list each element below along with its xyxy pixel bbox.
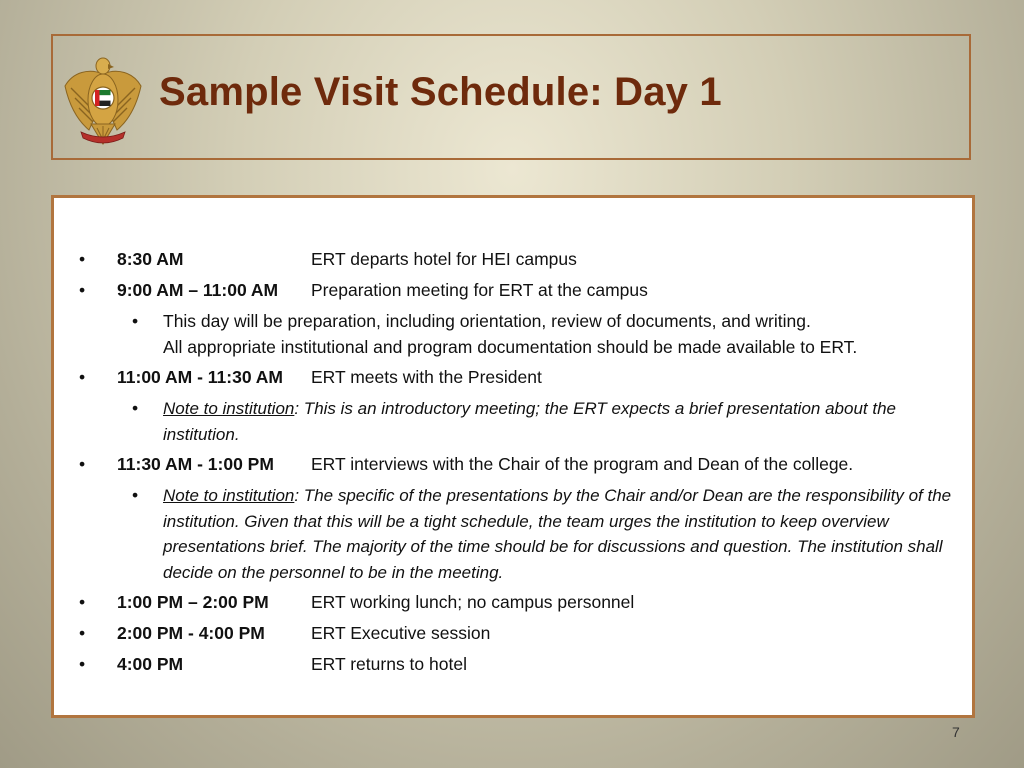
- note-label: Note to institution: [163, 399, 295, 418]
- institution-note: [54, 396, 972, 447]
- page-number: 7: [952, 724, 960, 740]
- bullet: •: [79, 249, 86, 269]
- bullet: •: [79, 367, 86, 387]
- schedule-time: 9:00 AM – 11:00 AM: [117, 280, 279, 300]
- schedule-description: ERT Executive session: [311, 623, 491, 643]
- bullet: •: [79, 280, 86, 300]
- schedule-description: ERT working lunch; no campus personnel: [311, 592, 635, 612]
- schedule-description: ERT meets with the President: [311, 367, 542, 387]
- institution-note: [54, 483, 972, 585]
- bullet: •: [79, 654, 86, 674]
- schedule-item: [54, 247, 972, 278]
- sub-bullet-continuation: All appropriate institutional and program documentation should be made available to ERT.: [163, 336, 858, 357]
- note-text: : This is an introductory meeting; the ERT expects a brief presentation about the institution.: [163, 399, 896, 444]
- schedule-time: 4:00 PM: [117, 654, 184, 674]
- bullet: •: [79, 454, 86, 474]
- schedule-description: ERT returns to hotel: [311, 654, 467, 674]
- title-banner: [51, 34, 971, 160]
- schedule-time: 11:30 AM - 1:00 PM: [117, 454, 274, 474]
- schedule-time: 1:00 PM – 2:00 PM: [117, 592, 269, 612]
- bullet: •: [79, 592, 86, 612]
- sub-bullet-text: This day will be preparation, including orientation, review of documents, and writing.: [163, 311, 811, 331]
- sub-bullet: [54, 309, 972, 335]
- schedule-description: Preparation meeting for ERT at the campus: [311, 280, 648, 300]
- schedule-panel: [51, 195, 975, 718]
- schedule-item: [54, 278, 972, 309]
- schedule-item: [54, 621, 972, 652]
- note-text-block: [163, 396, 960, 447]
- schedule-item: [54, 452, 972, 483]
- bullet: •: [132, 485, 139, 505]
- slide-title: Sample Visit Schedule: Day 1: [159, 70, 722, 114]
- note-label: Note to institution: [163, 486, 295, 505]
- schedule-item: [54, 652, 972, 683]
- schedule-time: 8:30 AM: [117, 249, 184, 269]
- note-text-block: [163, 483, 960, 585]
- schedule-description: ERT interviews with the Chair of the program and Dean of the college.: [311, 454, 854, 474]
- bullet: •: [79, 623, 86, 643]
- note-text: : The specific of the presentations by the Chair and/or Dean are the responsibility of the institution. Given that this will be a tight schedule, the team urges the institution to keep overview presentations brief. The majority of the time should be for discussions and question. The institution shall decide on the personnel to be in the meeting.: [163, 486, 952, 582]
- bullet: •: [132, 398, 139, 418]
- uae-falcon-emblem-icon: [63, 52, 143, 148]
- schedule-description: ERT departs hotel for HEI campus: [311, 249, 577, 269]
- schedule-list: [54, 247, 972, 683]
- schedule-item: [54, 365, 972, 396]
- schedule-item: [54, 590, 972, 621]
- bullet: •: [132, 311, 139, 331]
- schedule-time: 11:00 AM - 11:30 AM: [117, 367, 283, 387]
- schedule-time: 2:00 PM - 4:00 PM: [117, 623, 265, 643]
